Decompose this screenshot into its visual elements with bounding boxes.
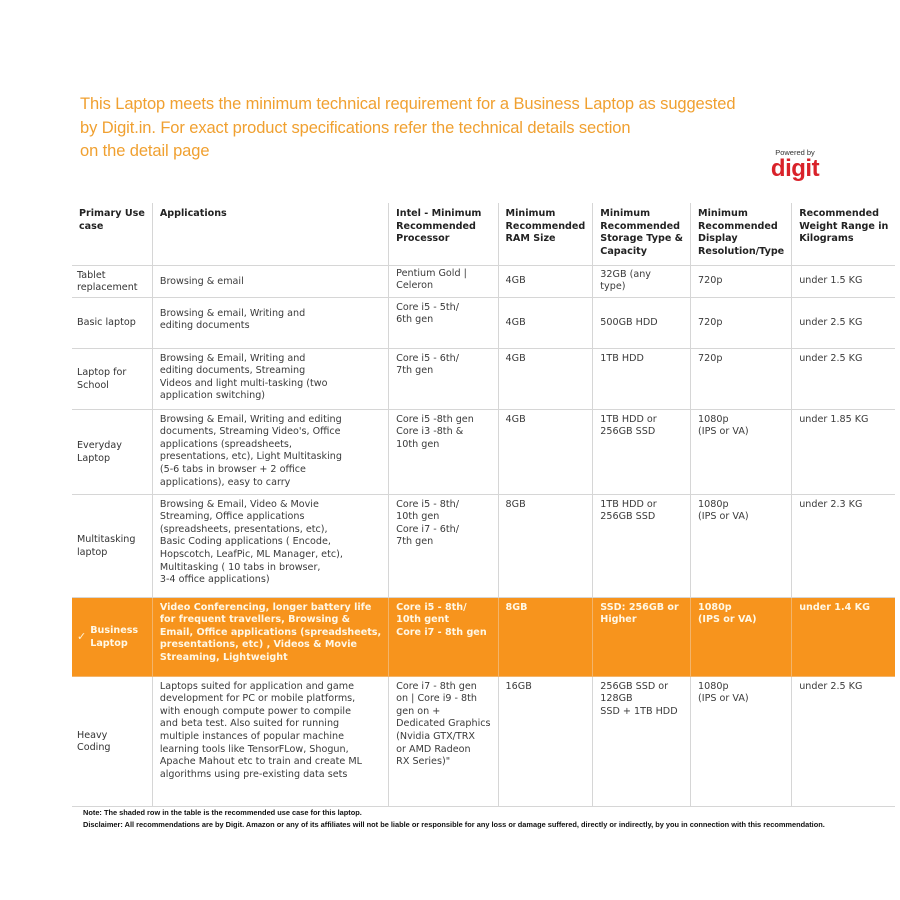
cell-line: (IPS or VA) — [698, 511, 749, 523]
cell-line: type) — [600, 281, 626, 293]
cell-line: Tablet — [77, 269, 106, 281]
ram-cell — [498, 676, 593, 806]
cell-line: 4GB — [505, 317, 526, 329]
cell-line: Browsing & email, Writing and — [159, 307, 306, 319]
weight-cell — [792, 348, 896, 409]
cell-line: algorithms using pre-existing data sets — [159, 768, 348, 780]
cell-line: (IPS or VA) — [698, 693, 749, 705]
header-line: Minimum — [600, 208, 651, 219]
cell-line: (5-6 tabs in browser + 2 office — [159, 464, 306, 476]
cell-line: Multitasking — [77, 534, 136, 546]
cell-line: 4GB — [505, 352, 526, 364]
cell-line: School — [77, 379, 109, 391]
weight-cell — [792, 494, 896, 597]
cell-line: laptop — [77, 546, 108, 558]
cell-line: Celeron — [396, 280, 434, 292]
cell-line: 1TB HDD or — [600, 413, 657, 425]
processor-cell — [389, 297, 498, 348]
header-line: Weight Range in — [799, 220, 889, 232]
header-processor — [389, 203, 498, 265]
cell-line: under 2.5 KG — [799, 317, 863, 329]
cell-line: 4GB — [505, 274, 526, 286]
header-line: Storage Type & — [600, 233, 684, 245]
cell-line: under 1.5 KG — [799, 274, 863, 286]
header-line: Intel - Minimum — [396, 208, 482, 219]
cell-line: multiple instances of popular machine — [159, 731, 344, 743]
cell-line: Basic Coding applications ( Encode, — [159, 536, 331, 548]
use-case-label — [77, 440, 122, 465]
cell-line: Laptop for — [77, 367, 127, 379]
cell-line: editing documents, Streaming — [159, 365, 306, 377]
use-case-cell — [72, 265, 152, 297]
cell-line: Coding — [77, 742, 111, 754]
cell-line: 1080p — [698, 680, 729, 692]
cell-line: documents, Streaming Video's, Office — [159, 426, 341, 438]
weight-cell — [792, 676, 896, 806]
use-case-cell — [72, 676, 152, 806]
intro-line: This Laptop meets the minimum technical requirement for a Business Laptop as suggested — [80, 95, 736, 113]
cell-line: editing documents — [159, 320, 250, 332]
cell-line: Video Conferencing, longer battery life — [159, 601, 372, 613]
cell-line: SSD: 256GB or — [600, 601, 679, 613]
display-cell — [691, 265, 792, 297]
cell-line: Videos and light multi-tasking (two — [159, 377, 328, 389]
note-text: Note: The shaded row in the table is the recommended use case for this laptop. — [83, 808, 362, 817]
cell-line: 7th gen — [396, 365, 434, 377]
cell-line: RX Series)" — [396, 756, 451, 768]
intro-line: on the detail page — [80, 142, 210, 160]
header-line: Resolution/Type — [698, 245, 785, 257]
cell-line: Multitasking ( 10 tabs in browser, — [159, 561, 321, 573]
cell-line: on | Core i9 - 8th — [396, 693, 477, 705]
cell-line: (IPS or VA) — [698, 614, 757, 626]
header-line: Primary Use — [79, 208, 145, 219]
cell-line: application switching) — [159, 390, 266, 402]
applications-cell — [152, 348, 388, 409]
header-line: Recommended — [698, 220, 778, 232]
display-cell — [691, 676, 792, 806]
cell-line: Browsing & Email, Writing and editing — [159, 413, 342, 425]
processor-cell — [389, 348, 498, 409]
applications-cell — [152, 409, 388, 494]
cell-line: Basic laptop — [77, 316, 136, 328]
cell-line: development for PC or mobile platforms, — [159, 693, 356, 705]
cell-line: Core i5 - 8th/ — [396, 601, 467, 613]
ram-cell — [498, 597, 593, 676]
cell-line: 4GB — [505, 413, 526, 425]
cell-line: Core i5 - 8th/ — [396, 498, 459, 510]
cell-line: Core i5 -8th gen — [396, 413, 474, 425]
header-applications — [152, 203, 388, 265]
cell-line: Hopscotch, LeafPic, ML Manager, etc), — [159, 549, 343, 561]
cell-line: 500GB HDD — [600, 317, 658, 329]
use-case-label — [77, 317, 136, 330]
cell-line: Browsing & Email, Video & Movie — [159, 498, 319, 510]
storage-cell — [593, 348, 691, 409]
cell-line: 720p — [698, 274, 723, 286]
cell-line: applications), easy to carry — [159, 476, 291, 488]
display-cell — [691, 348, 792, 409]
cell-line: Streaming, Lightweight — [159, 652, 288, 664]
cell-line: 8GB — [505, 498, 526, 510]
applications-cell — [152, 494, 388, 597]
cell-line: 256GB SSD — [600, 426, 656, 438]
intro-text — [80, 93, 780, 164]
use-case-cell — [72, 348, 152, 409]
cell-line: Laptop — [90, 637, 128, 649]
weight-cell — [792, 265, 896, 297]
cell-line: 720p — [698, 317, 723, 329]
storage-cell — [593, 297, 691, 348]
ram-cell — [498, 297, 593, 348]
header-line: case — [79, 220, 104, 232]
table-row — [72, 297, 895, 348]
disclaimer-text: Disclaimer: All recommendations are by Digit. Amazon or any of its affiliates will not be liable or responsible for any loss or damage suffered, directly or indirectly, by you in connection with this recommendation. — [83, 820, 825, 829]
display-cell — [691, 494, 792, 597]
cell-line: Higher — [600, 614, 637, 626]
cell-line: 10th gent — [396, 614, 450, 626]
table-header-row — [72, 203, 895, 265]
cell-line: Core i5 - 5th/ — [396, 301, 459, 313]
digit-brand-mark: digit — [770, 155, 820, 182]
storage-cell — [593, 409, 691, 494]
cell-line: 3-4 office applications) — [159, 574, 270, 586]
header-line: RAM Size — [505, 233, 556, 245]
storage-cell — [593, 676, 691, 806]
use-case-cell — [72, 494, 152, 597]
storage-cell — [593, 597, 691, 676]
cell-line: and beta test. Also suited for running — [159, 718, 340, 730]
header-storage — [593, 203, 691, 265]
cell-line: under 2.5 KG — [799, 352, 863, 364]
table-row-recommended — [72, 597, 895, 676]
use-case-label — [90, 625, 138, 650]
cell-line: under 2.5 KG — [799, 680, 863, 692]
applications-cell — [152, 676, 388, 806]
cell-line: Core i5 - 6th/ — [396, 352, 459, 364]
cell-line: (Nvidia GTX/TRX — [396, 731, 475, 743]
display-cell — [691, 409, 792, 494]
cell-line: Streaming, Office applications — [159, 511, 305, 523]
intro-line: by Digit.in. For exact product specifications refer the technical details section — [80, 118, 631, 137]
processor-cell — [389, 676, 498, 806]
cell-line: 256GB SSD or — [600, 680, 669, 692]
use-case-label — [77, 534, 135, 559]
ram-cell — [498, 348, 593, 409]
cell-line: under 1.4 KG — [799, 601, 870, 613]
storage-cell — [593, 265, 691, 297]
header-line: Capacity — [600, 245, 647, 257]
header-line: Minimum — [698, 208, 748, 219]
use-case-label — [77, 367, 126, 392]
cell-line: Business — [90, 625, 139, 637]
cell-line: Dedicated Graphics — [396, 718, 491, 730]
cell-line: Core i7 - 8th gen — [396, 680, 477, 692]
cell-line: 7th gen — [396, 536, 434, 548]
header-line: Recommended — [600, 220, 681, 232]
ram-cell — [498, 494, 593, 597]
table-row — [72, 676, 895, 806]
cell-line: Laptop — [77, 452, 111, 464]
header-weight — [792, 203, 896, 265]
cell-line: Heavy — [77, 729, 108, 741]
cell-line: for frequent travellers, Browsing & — [159, 614, 351, 626]
header-display — [691, 203, 792, 265]
ram-cell — [498, 265, 593, 297]
display-cell — [691, 597, 792, 676]
cell-line: Apache Mahout etc to train and create ML — [159, 756, 362, 768]
cell-line: 1TB HDD — [600, 352, 644, 364]
header-line: Applications — [159, 208, 227, 219]
cell-line: 256GB SSD — [600, 511, 656, 523]
cell-line: gen on + — [396, 705, 441, 717]
processor-cell — [389, 494, 498, 597]
processor-cell — [389, 265, 498, 297]
cell-line: 16GB — [505, 680, 532, 692]
table-row — [72, 265, 895, 297]
cell-line: 32GB (any — [600, 268, 651, 280]
powered-by-label: Powered by — [775, 148, 815, 157]
digit-logo — [766, 148, 824, 180]
table-row — [72, 409, 895, 494]
use-case-cell — [72, 409, 152, 494]
cell-line: 720p — [698, 352, 723, 364]
cell-line: 6th gen — [396, 314, 434, 326]
cell-line: SSD + 1TB HDD — [600, 705, 678, 717]
weight-cell — [792, 297, 896, 348]
cell-line: 1080p — [698, 601, 732, 613]
use-case-label — [77, 730, 111, 755]
checkmark-icon: ✓ — [77, 630, 87, 644]
weight-cell — [792, 409, 896, 494]
cell-line: 8GB — [505, 601, 528, 613]
applications-cell — [152, 597, 388, 676]
cell-line: 10th gen — [396, 438, 440, 450]
cell-line: 1080p — [698, 498, 729, 510]
cell-line: 128GB — [600, 693, 633, 705]
table-row — [72, 494, 895, 597]
cell-line: (spreadsheets, presentations, etc), — [159, 523, 328, 535]
applications-cell — [152, 265, 388, 297]
cell-line: Email, Office applications (spreadsheets, — [159, 626, 382, 638]
display-cell — [691, 297, 792, 348]
cell-line: Core i7 - 6th/ — [396, 523, 459, 535]
header-primary-use-case — [72, 203, 152, 265]
cell-line: with enough compute power to compile — [159, 705, 351, 717]
cell-line: under 1.85 KG — [799, 413, 869, 425]
cell-line: (IPS or VA) — [698, 426, 749, 438]
cell-line: presentations, etc), Light Multitasking — [159, 451, 342, 463]
header-line: Kilograms — [799, 233, 854, 245]
cell-line: learning tools like TensorFLow, Shogun, — [159, 743, 349, 755]
header-line: Recommended — [799, 208, 879, 219]
footnotes — [83, 807, 825, 831]
cell-line: presentations, etc) , Videos & Movie — [159, 639, 358, 651]
cell-line: Laptops suited for application and game — [159, 680, 355, 692]
weight-cell — [792, 597, 896, 676]
header-line: Display — [698, 233, 738, 245]
use-case-cell — [72, 297, 152, 348]
cell-line: Browsing & email — [159, 275, 244, 287]
cell-line: under 2.3 KG — [799, 498, 863, 510]
cell-line: Pentium Gold | — [396, 267, 467, 279]
cell-line: Core i7 - 8th gen — [396, 626, 487, 638]
use-case-cell — [72, 597, 152, 676]
cell-line: Everyday — [77, 440, 122, 452]
recommendation-table — [72, 203, 895, 807]
table-row — [72, 348, 895, 409]
cell-line: or AMD Radeon — [396, 743, 471, 755]
cell-line: 10th gen — [396, 511, 440, 523]
header-line: Recommended — [505, 220, 586, 232]
header-line: Minimum — [505, 208, 556, 219]
cell-line: 1TB HDD or — [600, 498, 657, 510]
applications-cell — [152, 297, 388, 348]
header-ram — [498, 203, 593, 265]
cell-line: Browsing & Email, Writing and — [159, 352, 306, 364]
processor-cell — [389, 597, 498, 676]
processor-cell — [389, 409, 498, 494]
cell-line: Core i3 -8th & — [396, 426, 464, 438]
use-case-label — [77, 270, 138, 295]
header-line: Recommended — [396, 220, 476, 232]
storage-cell — [593, 494, 691, 597]
ram-cell — [498, 409, 593, 494]
header-line: Processor — [396, 233, 450, 245]
cell-line: replacement — [77, 282, 138, 294]
cell-line: 1080p — [698, 413, 729, 425]
cell-line: applications (spreadsheets, — [159, 438, 292, 450]
